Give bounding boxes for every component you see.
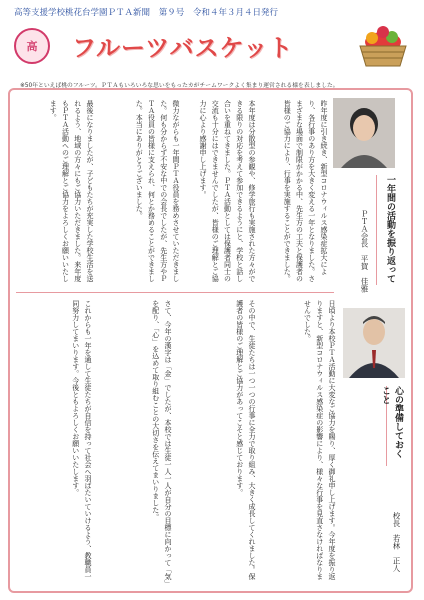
article1-byline: ＰＴＡ会長 平賀 佳雅 [360,210,369,293]
article2-column-2: その中で、生徒たちは一つ一つの行事に全力で取り組み、大きく成長してくれました。保護者の皆様のご理解とご協力があってこそと感じております。 [235,300,256,580]
issue-date: 令和４年３月４日発行 [192,8,278,18]
article1-column-3: 微力ながらも一年間ＰＴＡ役員を務めさせていただきました。何も分からず不安な中での会長でしたが、先生方やＰＴＡ役員の皆様に支えられ、何とか務めることができました。本当にありがとうございました。 [135,100,180,282]
newsletter-title: フルーツバスケット [72,34,294,62]
article2-byline: 校長 若林 正人 [392,512,401,572]
subtitle-note: ※50年といえば桃のフルーツ。ＰＴＡもいろいろな思いをもったカがチームワークよく集まり運営される様を表しました。 [20,83,339,89]
article1-heading: 一年間の活動を振り返って [376,175,397,285]
article2-column-3: さて、今年の漢字は「金」でしたが、本校では生徒一人一人が自分の目標に向かって「気」を配り、「心」を込めて取り組むことの大切さを伝えてまいりました。 [151,300,172,584]
issue-number: 第９号 [158,8,185,18]
article2-column-4: これからも一年を通して生徒たちが自信を持って社会へ羽ばたいていけるよう、教職員一同努力してまいります。今後ともよろしくお願いいたします。 [71,300,92,580]
article1-column-1: 昨年度に引き続き、新型コロナウィルス感染症拡大により、各行事のあり方を大きく変える一年となりました。さまざまな場面で制限がかかる中、先生方の工夫と保護者の皆様のご協力により、行事を実施することができました。 [283,100,328,282]
masthead-line [14,6,410,19]
article1-column-4: 最後になりましたが、子どもたちが充実した学校生活を送れるよう、地域の方々にもご協力いただきました。来年度もＰＴＡ活動へのご理解とご協力をよろしくお願いいたします。 [49,100,94,282]
article1-column-2: 本年度は分散型の参観や、修学旅行も実施された方々ができる限りの対応を考えて参加できるようにと、学校と話し合いを重ねてきました。ＰＴＡ活動としては保護者同士の交流も十分にはできませんでしたが、皆様のご理解とご協力に心より感謝申し上げます。 [199,100,256,282]
fruit-basket-illustration [352,20,414,72]
section-divider [16,292,334,293]
school-logo: 高 [14,28,50,64]
article2-column-1: 日頃より本校ＰＴＡ活動に大変なご協力を賜り、厚く御礼申し上げます。今年度を振り返りますと、新型コロナウィルス感染症の影響により、様々な行事を見直さなければなりませんでした。 [303,300,336,580]
pta-president-photo [333,98,395,168]
school-name: 高等支援学校桃花台学園ＰＴＡ新聞 [14,8,151,18]
principal-photo [343,308,405,378]
article2-heading: 心の準備しておくこと [386,386,405,466]
